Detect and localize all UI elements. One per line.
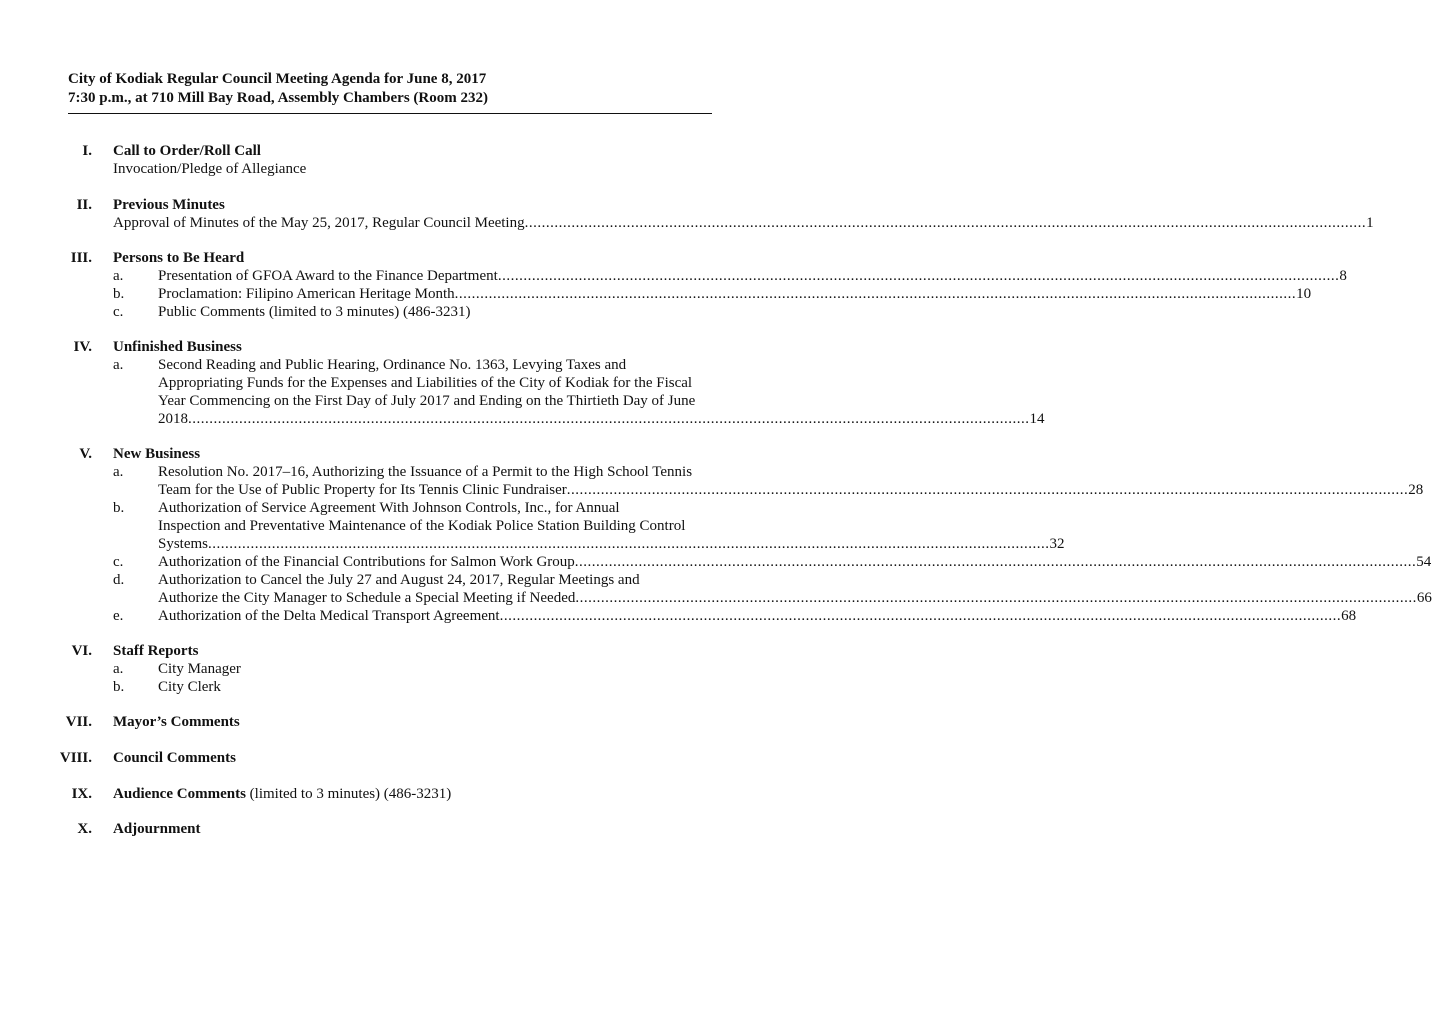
section-title [113, 785, 451, 803]
page-number: 32 [1049, 536, 1065, 552]
item-text: City Manager [158, 661, 241, 677]
section-title: Staff Reports [113, 643, 199, 659]
item-letter: a. [113, 268, 124, 284]
dot-leader: ...................................................................................................................................................................................................... [188, 411, 1030, 427]
dot-leader: ...................................................................................................................................................................................................... [566, 482, 1409, 498]
header-time-location: 7:30 p.m., at 710 Mill Bay Road, Assembly Chambers (Room 232) [68, 90, 488, 106]
page-number: 14 [1029, 411, 1045, 427]
item-letter: c. [113, 304, 124, 320]
section-number: III. [70, 250, 92, 266]
item-text: City Clerk [158, 679, 221, 695]
section-title-note: (limited to 3 minutes) (486-3231) [245, 786, 452, 802]
section-title: Previous Minutes [113, 197, 225, 213]
section-title: Call to Order/Roll Call [113, 143, 261, 159]
dot-leader: ...................................................................................................................................................................................................... [454, 286, 1297, 302]
item-text: Proclamation: Filipino American Heritage Month [158, 286, 455, 302]
item-text: Authorization of the Financial Contributions for Salmon Work Group [158, 554, 575, 570]
item-text: Public Comments (limited to 3 minutes) (486-3231) [158, 304, 471, 320]
item-letter: b. [113, 286, 125, 302]
item-text-line: Year Commencing on the First Day of July 2017 and Ending on the Thirtieth Day of June [158, 393, 696, 409]
section-number: V. [79, 446, 92, 462]
page-number: 1 [1366, 215, 1374, 231]
item-text: Presentation of GFOA Award to the Finance Department [158, 268, 498, 284]
item-text-line: 2018 [158, 411, 188, 427]
section-subtext: Invocation/Pledge of Allegiance [113, 161, 307, 177]
section-number: IX. [71, 786, 92, 802]
item-letter: e. [113, 608, 124, 624]
item-text-line: Team for the Use of Public Property for Its Tennis Clinic Fundraiser [158, 482, 567, 498]
dot-leader: ...................................................................................................................................................................................................... [574, 554, 1417, 570]
section-number: VII. [65, 714, 92, 730]
item-letter: b. [113, 500, 125, 516]
header-rule [68, 113, 712, 114]
item-text-line: Inspection and Preventative Maintenance of the Kodiak Police Station Building Control [158, 518, 686, 534]
header-title: City of Kodiak Regular Council Meeting Agenda for June 8, 2017 [68, 71, 487, 87]
section-title: Mayor’s Comments [113, 714, 240, 730]
dot-leader: ...................................................................................................................................................................................................... [524, 215, 1367, 231]
item-text-line: Second Reading and Public Hearing, Ordinance No. 1363, Levying Taxes and [158, 357, 627, 373]
section-title: Adjournment [113, 821, 201, 837]
section-number: VIII. [59, 750, 92, 766]
item-letter: a. [113, 357, 124, 373]
dot-leader: ...................................................................................................................................................................................................... [499, 608, 1342, 624]
section-number: IV. [73, 339, 92, 355]
item-letter: a. [113, 661, 124, 677]
section-title: New Business [113, 446, 201, 462]
item-text: Authorization of the Delta Medical Transport Agreement [158, 608, 500, 624]
section-number: X. [77, 821, 92, 837]
dot-leader: ...................................................................................................................................................................................................... [575, 590, 1417, 606]
item-text: Approval of Minutes of the May 25, 2017, Regular Council Meeting [113, 215, 525, 231]
item-text-line: Appropriating Funds for the Expenses and Liabilities of the City of Kodiak for the Fiscal [158, 375, 693, 391]
page-number: 10 [1296, 286, 1312, 302]
item-letter: a. [113, 464, 124, 480]
section-number: I. [82, 143, 92, 159]
section-title-bold: Audience Comments [113, 786, 246, 802]
dot-leader: ...................................................................................................................................................................................................... [208, 536, 1050, 552]
item-text-line: Systems [158, 536, 209, 552]
page-number: 28 [1408, 482, 1424, 498]
page-number: 54 [1416, 554, 1432, 570]
item-letter: b. [113, 679, 125, 695]
item-letter: d. [113, 572, 125, 588]
item-text-line: Authorization to Cancel the July 27 and August 24, 2017, Regular Meetings and [158, 572, 640, 588]
section-title: Unfinished Business [113, 339, 242, 355]
agenda-header [68, 70, 712, 108]
section-title: Persons to Be Heard [113, 250, 245, 266]
page-number: 66 [1416, 590, 1432, 606]
section-title: Council Comments [113, 750, 236, 766]
item-text-line: Authorization of Service Agreement With Johnson Controls, Inc., for Annual [158, 500, 620, 516]
dot-leader: ...................................................................................................................................................................................................... [497, 268, 1340, 284]
item-text-line: Resolution No. 2017–16, Authorizing the Issuance of a Permit to the High School Tennis [158, 464, 693, 480]
item-letter: c. [113, 554, 124, 570]
item-text-line: Authorize the City Manager to Schedule a Special Meeting if Needed [158, 590, 576, 606]
page-number: 8 [1339, 268, 1347, 284]
section-number: II. [76, 197, 92, 213]
page-number: 68 [1341, 608, 1357, 624]
section-number: VI. [71, 643, 92, 659]
